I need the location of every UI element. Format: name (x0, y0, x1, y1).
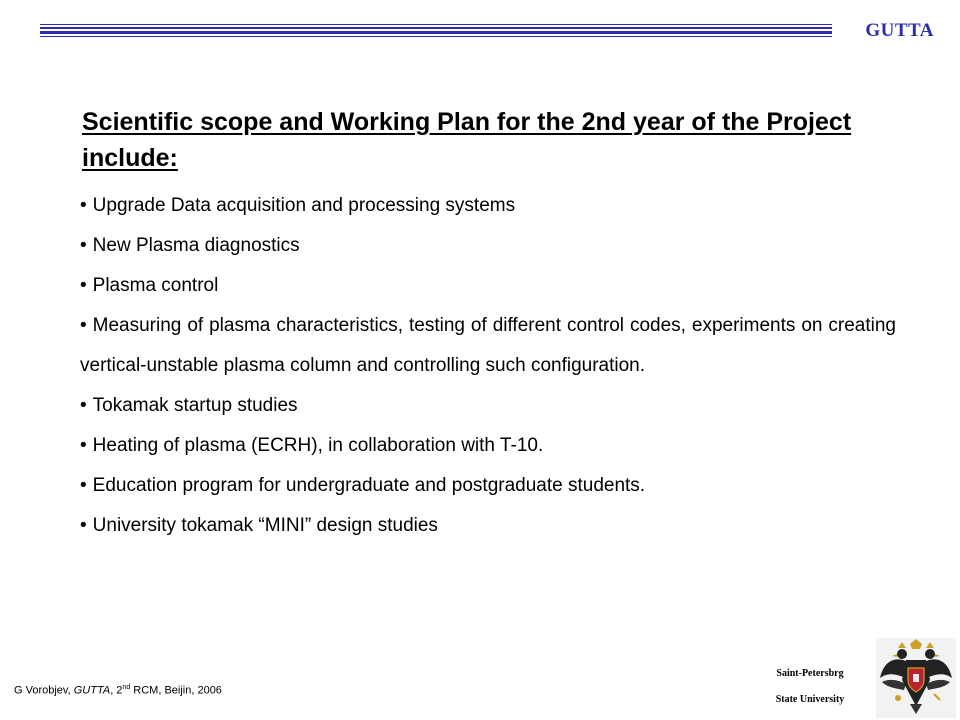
list-item-text: New Plasma diagnostics (92, 235, 300, 256)
list-item-text: Plasma control (92, 275, 219, 296)
bullet-icon: • (80, 195, 87, 216)
footer-project: GUTTA (73, 684, 111, 697)
bullet-icon: • (80, 435, 87, 456)
list-item (80, 306, 896, 386)
list-item-text: Heating of plasma (ECRH), in collaboration with T-10. (92, 435, 544, 456)
header-rule (40, 24, 832, 38)
list-item-text: Upgrade Data acquisition and processing systems (92, 195, 516, 216)
list-item-text: Education program for undergraduate and postgraduate students. (92, 475, 646, 496)
list-item (80, 226, 896, 266)
list-item-text: Measuring of plasma characteristics, testing of different control codes, experiments on creating vertical-unstable plasma column and controlling such configuration. (80, 315, 896, 376)
university-label (752, 661, 868, 713)
list-item (80, 186, 896, 226)
list-item (80, 266, 896, 306)
list-item-text: University tokamak “MINI” design studies (92, 515, 438, 536)
bullet-list (80, 186, 896, 546)
bullet-icon: • (80, 395, 87, 416)
footer-citation: G Vorobjev, GUTTA, 2nd RCM, Beijin, 2006 (14, 684, 222, 697)
list-item (80, 386, 896, 426)
bullet-icon: • (80, 275, 87, 296)
brand-label: GUTTA (865, 20, 934, 41)
university-line-1: Saint-Petersbrg (776, 668, 844, 679)
bullet-icon: • (80, 315, 87, 336)
slide-title: Scientific scope and Working Plan for the 2nd year of the Project include: (82, 108, 852, 172)
bullet-icon: • (80, 475, 87, 496)
university-line-2: State University (775, 694, 845, 705)
list-item (80, 426, 896, 466)
list-item-text: Tokamak startup studies (92, 395, 298, 416)
bullet-icon: • (80, 235, 87, 256)
bullet-icon: • (80, 515, 87, 536)
list-item (80, 506, 896, 546)
list-item (80, 466, 896, 506)
double-headed-eagle-crest-icon (876, 638, 956, 718)
